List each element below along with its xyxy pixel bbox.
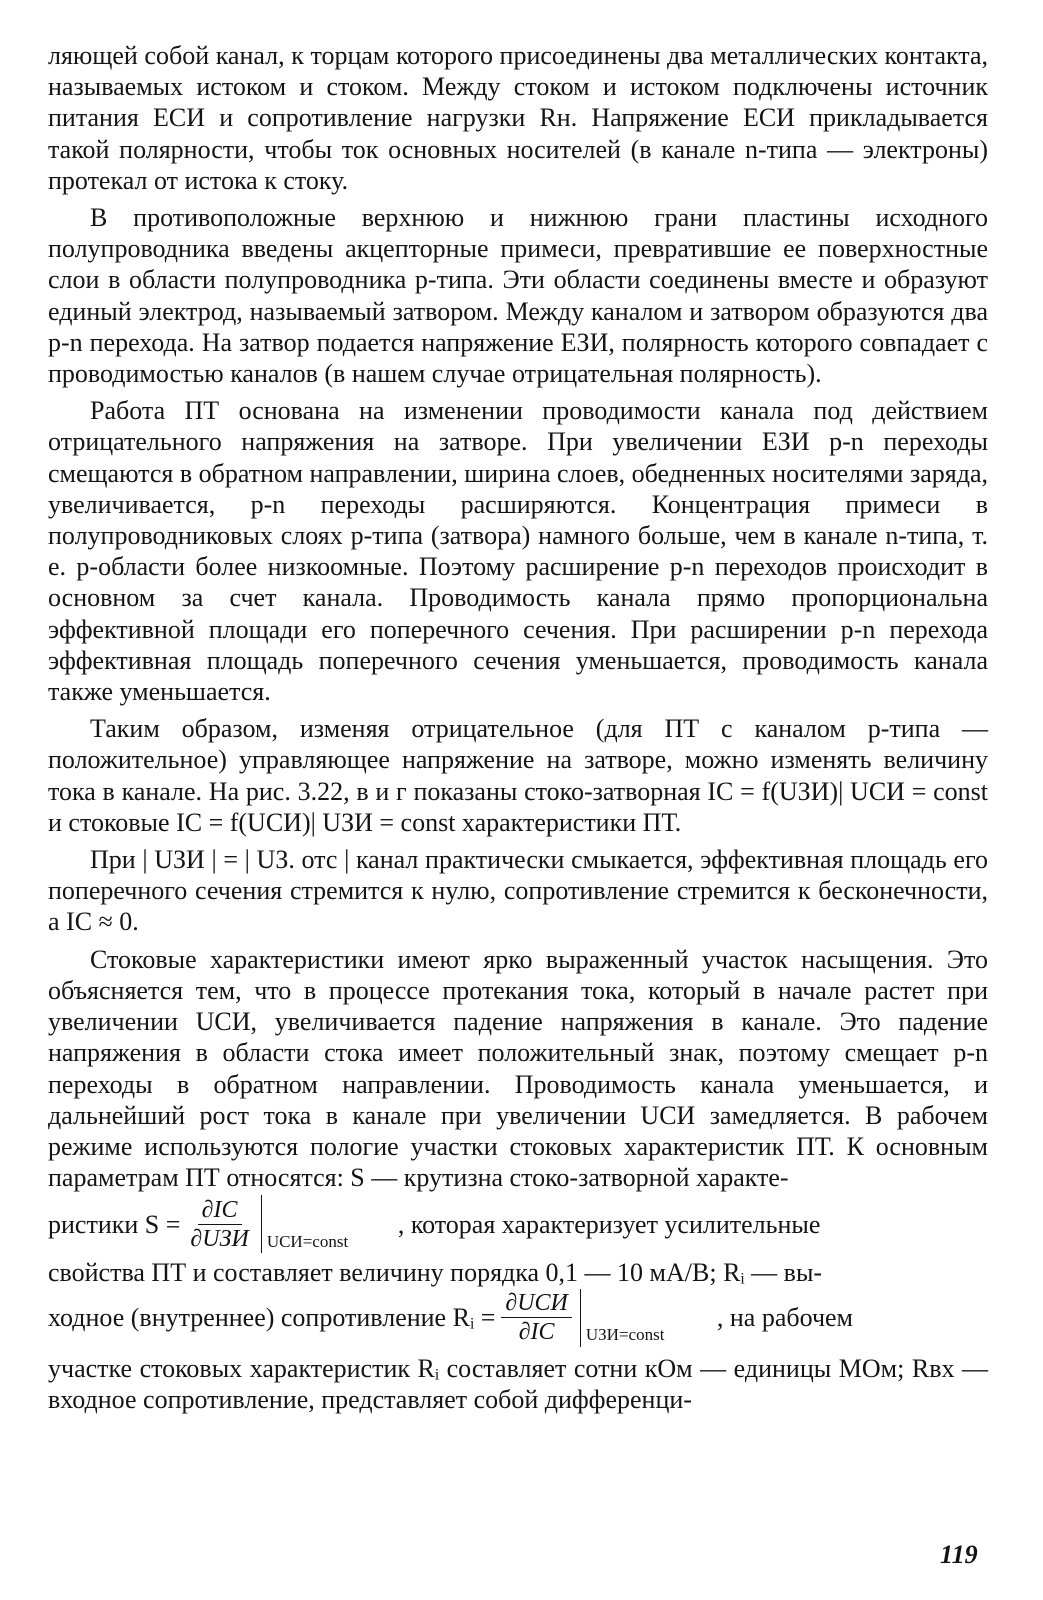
formula-s-numerator: ∂IС bbox=[198, 1197, 242, 1225]
formula-ri-denominator: ∂IС bbox=[518, 1319, 555, 1346]
page-body bbox=[48, 40, 988, 1421]
paragraph-2: В противоположные верхнюю и нижнюю грани пластины исходного полупроводника введены акцепторные примеси, превратившие ее поверхностные слои в области полупроводника p-типа. Эти области соединены вместе и образуют единый электрод, называемый затвором. Между каналом и затвором образуются два p-n перехода. На затвор подается напряжение EЗИ, полярность которого совпадает с проводимостью каналов (в нашем случае отрицательная полярность). bbox=[48, 203, 988, 389]
formula-ri-suffix: , на рабочем bbox=[716, 1302, 854, 1332]
formula-ri-fraction bbox=[501, 1290, 572, 1345]
page-number: 119 bbox=[940, 1540, 978, 1569]
line-after-s: свойства ПТ и составляет величину порядка 0,1 — 10 мА/В; Rᵢ — вы- bbox=[48, 1258, 823, 1288]
paragraph-5: При | UЗИ | = | UЗ. отс | канал практически смыкается, эффективная площадь его поперечного сечения стремится к нулю, сопротивление стремится к бесконечности, а IС ≈ 0. bbox=[48, 845, 988, 937]
paragraph-3: Работа ПТ основана на изменении проводимости канала под действием отрицательного напряжения на затворе. При увеличении EЗИ p-n переходы смещаются в обратном направлении, ширина слоев, обедненных носителями заряда, увеличивается, p-n переходы расширяются. Концентрация примеси в полупроводниковых слоях p-типа (затвора) намного больше, чем в канале n-типа, т. е. p-области более низкоомные. Поэтому расширение p-n переходов происходит в основном за счет канала. Проводимость канала прямо пропорциональна эффективной площади его поперечного сечения. При расширении p-n перехода эффективная площадь поперечного сечения уменьшается, проводимость канала также уменьшается. bbox=[48, 396, 988, 707]
formula-ri-numerator: ∂UСИ bbox=[501, 1290, 572, 1318]
formula-ri-evaluation-bar bbox=[580, 1289, 701, 1347]
paragraph-1: ляющей собой канал, к торцам которого присоединены два металлических контакта, называемых истоком и стоком. Между стоком и истоком подключены источник питания EСИ и сопротивление нагрузки Rн. Напряжение EСИ прикладывается такой полярности, чтобы ток основных носителей (в канале n-типа — электроны) протекал от истока к стоку. bbox=[48, 41, 988, 195]
final-text: участке стоковых характеристик Rᵢ составляет сотни кОм — единицы МОм; Rвх — входное сопротивление, представляет собой дифференци- bbox=[48, 1353, 988, 1414]
formula-s-fraction bbox=[186, 1197, 252, 1252]
formula-ri-prefix: ходное (внутреннее) сопротивление Rᵢ = bbox=[48, 1302, 496, 1332]
paragraph-4: Таким образом, изменяя отрицательное (для ПТ с каналом p-типа — положительное) управляющее напряжение на затворе, можно изменять величину тока в канале. На рис. 3.22, в и г показаны стоко-затворная IС = f(UЗИ)| UСИ = const и стоковые IС = f(UСИ)| UЗИ = const характеристики ПТ. bbox=[48, 714, 988, 837]
paragraph-6: Стоковые характеристики имеют ярко выраженный участок насыщения. Это объясняется тем, что в процессе протекания тока, который в начале растет при увеличении UСИ, увеличивается падение напряжения в канале. Это падение напряжения в области стока имеет положительный знак, поэтому смещает p-n переходы в обратном направлении. Проводимость канала уменьшается, и дальнейший рост тока в канале при увеличении UСИ замедляется. В рабочем режиме используются пологие участки стоковых характеристик ПТ. К основным параметрам ПТ относятся: S — крутизна стоко-затворной характе- bbox=[48, 944, 988, 1193]
formula-s-suffix: , которая характеризует усилительные bbox=[397, 1209, 821, 1239]
formula-ri-line bbox=[48, 1289, 988, 1347]
formula-s-prefix: ристики S = bbox=[48, 1209, 181, 1239]
formula-s-denominator: ∂UЗИ bbox=[190, 1225, 249, 1252]
formula-s-line bbox=[48, 1195, 988, 1253]
formula-s-condition: UСИ=const bbox=[266, 1232, 349, 1252]
formula-s-evaluation-bar bbox=[261, 1195, 382, 1253]
formula-ri-condition: UЗИ=const bbox=[585, 1325, 665, 1345]
